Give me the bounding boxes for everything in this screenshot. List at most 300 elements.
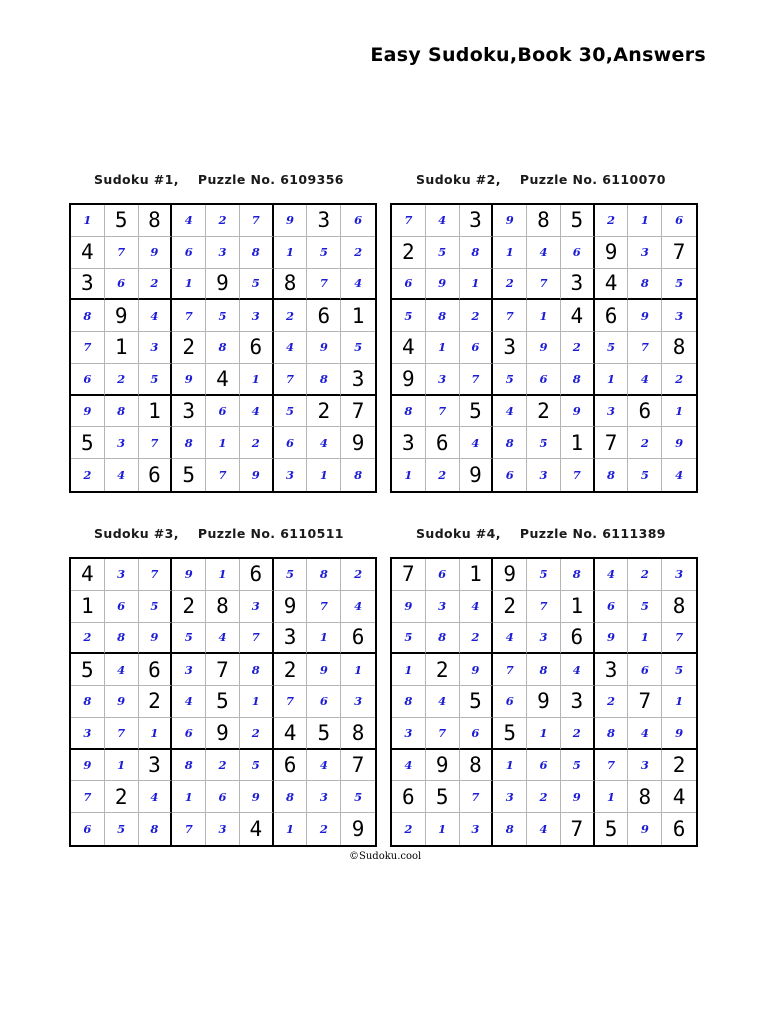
- given-cell: 2: [392, 237, 426, 269]
- answer-cell: 4: [527, 813, 561, 845]
- answer-cell: 7: [628, 332, 662, 364]
- answer-cell: 2: [206, 750, 240, 782]
- given-cell: 8: [662, 591, 696, 623]
- given-cell: 9: [527, 686, 561, 718]
- answer-cell: 9: [628, 300, 662, 332]
- puzzle-caption: Sudoku #3, Puzzle No. 6110511: [94, 526, 344, 541]
- answer-cell: 8: [172, 427, 206, 459]
- given-cell: 3: [460, 205, 494, 237]
- answer-cell: 1: [206, 559, 240, 591]
- answer-cell: 5: [206, 300, 240, 332]
- answer-cell: 8: [493, 427, 527, 459]
- answer-cell: 4: [675, 468, 684, 483]
- answer-cell: 5: [662, 269, 696, 301]
- answer-cell: 8: [392, 686, 426, 718]
- answer-cell: 7: [392, 205, 426, 237]
- answer-cell: 7: [493, 300, 527, 332]
- answer-cell: 3: [460, 813, 494, 845]
- answer-cell: 6: [493, 459, 527, 491]
- answer-cell: 6: [527, 750, 561, 782]
- answer-cell: 4: [206, 623, 240, 655]
- answer-cell: 5: [105, 813, 139, 845]
- answer-cell: 3: [139, 332, 173, 364]
- answer-cell: 6: [426, 559, 460, 591]
- answer-cell: 6: [206, 781, 240, 813]
- answer-cell: 9: [307, 332, 341, 364]
- answer-cell: 5: [426, 237, 460, 269]
- answer-cell: 8: [493, 813, 527, 845]
- answer-cell: 8: [426, 623, 460, 655]
- answer-cell: 6: [460, 332, 494, 364]
- given-cell: 1: [105, 332, 139, 364]
- answer-cell: 2: [206, 205, 240, 237]
- given-cell: 9: [460, 459, 494, 491]
- answer-cell: 1: [172, 781, 206, 813]
- answer-cell: 6: [341, 205, 375, 237]
- given-cell: 9: [426, 750, 460, 782]
- answer-cell: 5: [307, 237, 341, 269]
- answer-cell: 2: [561, 332, 595, 364]
- answer-cell: 8: [172, 750, 206, 782]
- answer-cell: 3: [71, 718, 105, 750]
- given-cell: 6: [240, 332, 274, 364]
- answer-cell: 3: [662, 300, 696, 332]
- answer-cell: 1: [341, 654, 375, 686]
- answer-cell: 6: [460, 718, 494, 750]
- page-title: Easy Sudoku,Book 30,Answers: [370, 44, 706, 66]
- given-cell: 8: [206, 591, 240, 623]
- answer-cell: 7: [527, 591, 561, 623]
- answer-cell: 1: [240, 686, 274, 718]
- answer-cell: 7: [527, 269, 561, 301]
- answer-cell: 9: [527, 332, 561, 364]
- answer-cell: 2: [71, 459, 105, 491]
- answer-cell: 8: [71, 300, 105, 332]
- given-cell: 4: [392, 332, 426, 364]
- given-cell: 5: [307, 718, 341, 750]
- answer-cell: 7: [105, 718, 139, 750]
- answer-cell: 2: [595, 686, 629, 718]
- given-cell: 6: [595, 300, 629, 332]
- answer-cell: 7: [460, 364, 494, 396]
- given-cell: 5: [172, 459, 206, 491]
- answer-cell: 4: [341, 269, 375, 301]
- answer-cell: 2: [426, 459, 460, 491]
- answer-cell: 8: [561, 559, 595, 591]
- answer-cell: 8: [240, 654, 274, 686]
- answer-cell: 1: [628, 205, 662, 237]
- given-cell: 9: [274, 591, 308, 623]
- answer-cell: 9: [172, 364, 206, 396]
- sudoku-puzzle-3: [69, 525, 379, 842]
- given-cell: 7: [561, 813, 595, 845]
- answer-cell: 9: [240, 459, 274, 491]
- answer-cell: 7: [139, 559, 173, 591]
- answer-cell: 9: [240, 781, 274, 813]
- puzzle-caption: Sudoku #4, Puzzle No. 6111389: [416, 526, 666, 541]
- answer-cell: 2: [139, 269, 173, 301]
- answer-cell: 1: [274, 237, 308, 269]
- answer-cell: 8: [628, 269, 662, 301]
- given-cell: 9: [595, 237, 629, 269]
- answer-cell: 6: [307, 686, 341, 718]
- answer-cell: 8: [460, 237, 494, 269]
- answer-cell: 1: [240, 364, 274, 396]
- answer-cell: 6: [105, 591, 139, 623]
- answer-cell: 4: [172, 686, 206, 718]
- answer-cell: 1: [172, 269, 206, 301]
- answer-cell: 4: [139, 300, 173, 332]
- answer-cell: 8: [595, 459, 629, 491]
- answer-cell: 6: [595, 591, 629, 623]
- answer-cell: 3: [206, 813, 240, 845]
- given-cell: 4: [561, 300, 595, 332]
- answer-cell: 9: [628, 813, 662, 845]
- given-cell: 6: [628, 396, 662, 428]
- given-cell: 8: [527, 205, 561, 237]
- answer-cell: 9: [493, 205, 527, 237]
- answer-cell: 2: [561, 718, 595, 750]
- answer-cell: 2: [460, 623, 494, 655]
- given-cell: 7: [341, 750, 375, 782]
- answer-cell: 7: [71, 781, 105, 813]
- answer-cell: 5: [628, 591, 662, 623]
- answer-cell: 9: [105, 686, 139, 718]
- answer-cell: 1: [628, 623, 662, 655]
- answer-cell: 1: [662, 686, 696, 718]
- given-cell: 5: [460, 396, 494, 428]
- answer-cell: 7: [426, 396, 460, 428]
- answer-cell: 7: [561, 459, 595, 491]
- answer-cell: 6: [527, 364, 561, 396]
- sudoku-puzzle-4: [390, 525, 700, 842]
- answer-cell: 6: [71, 364, 105, 396]
- answer-cell: 6: [71, 813, 105, 845]
- answer-cell: 9: [392, 591, 426, 623]
- answer-cell: 3: [172, 654, 206, 686]
- answer-cell: 6: [628, 654, 662, 686]
- given-cell: 7: [341, 396, 375, 428]
- answer-cell: 1: [206, 427, 240, 459]
- given-cell: 2: [274, 654, 308, 686]
- answer-cell: 9: [172, 559, 206, 591]
- given-cell: 5: [561, 205, 595, 237]
- given-cell: 7: [392, 559, 426, 591]
- answer-cell: 7: [307, 269, 341, 301]
- answer-cell: 3: [527, 459, 561, 491]
- answer-cell: 7: [460, 781, 494, 813]
- answer-cell: 2: [392, 813, 426, 845]
- given-cell: 1: [561, 427, 595, 459]
- answer-cell: 5: [392, 623, 426, 655]
- answer-cell: 1: [392, 459, 426, 491]
- given-cell: 9: [351, 817, 365, 842]
- answer-cell: 2: [628, 427, 662, 459]
- answer-cell: 4: [628, 364, 662, 396]
- given-cell: 9: [493, 559, 527, 591]
- given-cell: 1: [139, 396, 173, 428]
- answer-cell: 7: [206, 459, 240, 491]
- answer-cell: 5: [392, 300, 426, 332]
- given-cell: 8: [662, 332, 696, 364]
- given-cell: 6: [426, 427, 460, 459]
- answer-cell: 8: [392, 396, 426, 428]
- answer-cell: 8: [240, 237, 274, 269]
- answer-cell: 5: [172, 623, 206, 655]
- given-cell: 6: [240, 559, 274, 591]
- answer-cell: 7: [240, 205, 274, 237]
- answer-cell: 9: [662, 718, 696, 750]
- answer-cell: 1: [493, 750, 527, 782]
- answer-cell: 7: [71, 332, 105, 364]
- answer-cell: 4: [105, 654, 139, 686]
- given-cell: 3: [307, 205, 341, 237]
- answer-cell: 8: [105, 396, 139, 428]
- answer-cell: 8: [426, 300, 460, 332]
- answer-cell: 4: [172, 205, 206, 237]
- answer-cell: 2: [628, 559, 662, 591]
- answer-cell: 8: [595, 718, 629, 750]
- given-cell: 8: [628, 781, 662, 813]
- given-cell: 6: [139, 459, 173, 491]
- answer-cell: 3: [426, 591, 460, 623]
- answer-cell: 3: [527, 623, 561, 655]
- sudoku-grid: [390, 557, 698, 847]
- given-cell: 8: [460, 750, 494, 782]
- given-cell: 3: [274, 623, 308, 655]
- answer-cell: 6: [561, 237, 595, 269]
- given-cell: 1: [341, 300, 375, 332]
- given-cell: 2: [426, 654, 460, 686]
- answer-cell: 2: [662, 364, 696, 396]
- answer-cell: 8: [206, 332, 240, 364]
- given-cell: 2: [662, 750, 696, 782]
- answer-cell: 3: [662, 559, 696, 591]
- answer-cell: 8: [561, 364, 595, 396]
- given-cell: 5: [105, 205, 139, 237]
- given-cell: 2: [139, 686, 173, 718]
- answer-cell: 2: [341, 559, 375, 591]
- answer-cell: 1: [662, 396, 696, 428]
- answer-cell: 2: [341, 237, 375, 269]
- given-cell: 5: [595, 813, 629, 845]
- answer-cell: 7: [426, 718, 460, 750]
- sudoku-puzzle-2: [390, 171, 700, 488]
- answer-cell: 3: [105, 559, 139, 591]
- answer-cell: 2: [240, 427, 274, 459]
- answer-cell: 5: [341, 332, 375, 364]
- answer-cell: 4: [628, 718, 662, 750]
- answer-cell: 4: [426, 205, 460, 237]
- answer-cell: 4: [274, 332, 308, 364]
- answer-cell: 9: [561, 396, 595, 428]
- answer-cell: 7: [493, 654, 527, 686]
- answer-cell: 1: [105, 750, 139, 782]
- answer-cell: 8: [105, 623, 139, 655]
- answer-cell: 3: [274, 459, 308, 491]
- given-cell: 6: [561, 623, 595, 655]
- given-cell: 6: [341, 623, 375, 655]
- answer-cell: 3: [307, 781, 341, 813]
- answer-cell: 6: [172, 237, 206, 269]
- answer-cell: 3: [392, 718, 426, 750]
- given-cell: 1: [460, 559, 494, 591]
- answer-cell: 8: [274, 781, 308, 813]
- answer-cell: 5: [662, 654, 696, 686]
- answer-cell: 1: [392, 654, 426, 686]
- answer-cell: 1: [139, 718, 173, 750]
- answer-cell: 8: [71, 686, 105, 718]
- answer-cell: 1: [595, 781, 629, 813]
- given-cell: 5: [460, 686, 494, 718]
- answer-cell: 5: [595, 332, 629, 364]
- sudoku-puzzle-1: [69, 171, 379, 488]
- answer-cell: 9: [307, 654, 341, 686]
- answer-cell: 3: [341, 686, 375, 718]
- answer-cell: 1: [460, 269, 494, 301]
- answer-cell: 4: [460, 591, 494, 623]
- given-cell: 3: [493, 332, 527, 364]
- answer-cell: 6: [274, 427, 308, 459]
- given-cell: 4: [274, 718, 308, 750]
- given-cell: 5: [426, 781, 460, 813]
- given-cell: 9: [392, 364, 426, 396]
- given-cell: 7: [595, 427, 629, 459]
- given-cell: 3: [561, 686, 595, 718]
- answer-cell: 3: [206, 237, 240, 269]
- answer-cell: 3: [240, 591, 274, 623]
- sudoku-grid: [390, 203, 698, 493]
- given-cell: 6: [672, 817, 686, 842]
- given-cell: 6: [139, 654, 173, 686]
- answer-cell: 1: [274, 813, 308, 845]
- answer-cell: 2: [274, 300, 308, 332]
- given-cell: 6: [392, 781, 426, 813]
- answer-cell: 5: [561, 750, 595, 782]
- given-cell: 1: [561, 591, 595, 623]
- answer-cell: 4: [561, 654, 595, 686]
- answer-cell: 1: [71, 205, 105, 237]
- answer-cell: 1: [527, 300, 561, 332]
- answer-cell: 4: [527, 237, 561, 269]
- given-cell: 1: [71, 591, 105, 623]
- answer-cell: 2: [595, 205, 629, 237]
- given-cell: 9: [341, 427, 375, 459]
- answer-cell: 7: [274, 686, 308, 718]
- copyright-notice: ©Sudoku.cool: [349, 851, 422, 862]
- given-cell: 2: [172, 332, 206, 364]
- answer-cell: 2: [493, 269, 527, 301]
- answer-cell: 1: [426, 332, 460, 364]
- answer-cell: 7: [307, 591, 341, 623]
- given-cell: 2: [105, 781, 139, 813]
- answer-cell: 6: [172, 718, 206, 750]
- given-cell: 8: [341, 718, 375, 750]
- given-cell: 4: [595, 269, 629, 301]
- sudoku-grid: [69, 557, 377, 847]
- answer-cell: 4: [307, 427, 341, 459]
- answer-cell: 1: [595, 364, 629, 396]
- given-cell: 3: [595, 654, 629, 686]
- answer-cell: 6: [493, 686, 527, 718]
- answer-cell: 5: [274, 559, 308, 591]
- answer-cell: 3: [628, 237, 662, 269]
- answer-cell: 9: [662, 427, 696, 459]
- given-cell: 9: [105, 300, 139, 332]
- answer-cell: 6: [392, 269, 426, 301]
- given-cell: 7: [662, 237, 696, 269]
- answer-cell: 4: [460, 427, 494, 459]
- answer-cell: 3: [426, 364, 460, 396]
- answer-cell: 7: [172, 300, 206, 332]
- answer-cell: 4: [139, 781, 173, 813]
- answer-cell: 6: [105, 269, 139, 301]
- answer-cell: 1: [426, 813, 460, 845]
- answer-cell: 9: [139, 623, 173, 655]
- answer-cell: 2: [460, 300, 494, 332]
- answer-cell: 8: [139, 813, 173, 845]
- answer-cell: 4: [493, 623, 527, 655]
- answer-cell: 4: [307, 750, 341, 782]
- answer-cell: 4: [240, 396, 274, 428]
- given-cell: 3: [341, 364, 375, 396]
- answer-cell: 9: [426, 269, 460, 301]
- answer-cell: 3: [493, 781, 527, 813]
- answer-cell: 3: [240, 300, 274, 332]
- answer-cell: 5: [274, 396, 308, 428]
- given-cell: 3: [172, 396, 206, 428]
- given-cell: 5: [493, 718, 527, 750]
- answer-cell: 8: [354, 468, 363, 483]
- answer-cell: 4: [392, 750, 426, 782]
- given-cell: 4: [71, 559, 105, 591]
- answer-cell: 8: [527, 654, 561, 686]
- answer-cell: 5: [139, 591, 173, 623]
- answer-cell: 7: [139, 427, 173, 459]
- given-cell: 5: [71, 654, 105, 686]
- answer-cell: 3: [595, 396, 629, 428]
- given-cell: 2: [172, 591, 206, 623]
- given-cell: 5: [71, 427, 105, 459]
- given-cell: 3: [392, 427, 426, 459]
- answer-cell: 7: [595, 750, 629, 782]
- answer-cell: 8: [307, 559, 341, 591]
- answer-cell: 4: [493, 396, 527, 428]
- given-cell: 3: [139, 750, 173, 782]
- answer-cell: 6: [662, 205, 696, 237]
- answer-cell: 2: [307, 813, 341, 845]
- answer-cell: 2: [105, 364, 139, 396]
- answer-cell: 7: [662, 623, 696, 655]
- answer-cell: 9: [71, 750, 105, 782]
- answer-cell: 3: [105, 427, 139, 459]
- given-cell: 7: [206, 654, 240, 686]
- answer-cell: 1: [307, 623, 341, 655]
- answer-cell: 7: [172, 813, 206, 845]
- given-cell: 5: [206, 686, 240, 718]
- answer-cell: 2: [71, 623, 105, 655]
- given-cell: 4: [71, 237, 105, 269]
- given-cell: 6: [307, 300, 341, 332]
- answer-cell: 4: [341, 591, 375, 623]
- given-cell: 6: [274, 750, 308, 782]
- answer-cell: 4: [595, 559, 629, 591]
- given-cell: 2: [493, 591, 527, 623]
- answer-cell: 9: [71, 396, 105, 428]
- given-cell: 8: [274, 269, 308, 301]
- given-cell: 8: [139, 205, 173, 237]
- sudoku-grid: [69, 203, 377, 493]
